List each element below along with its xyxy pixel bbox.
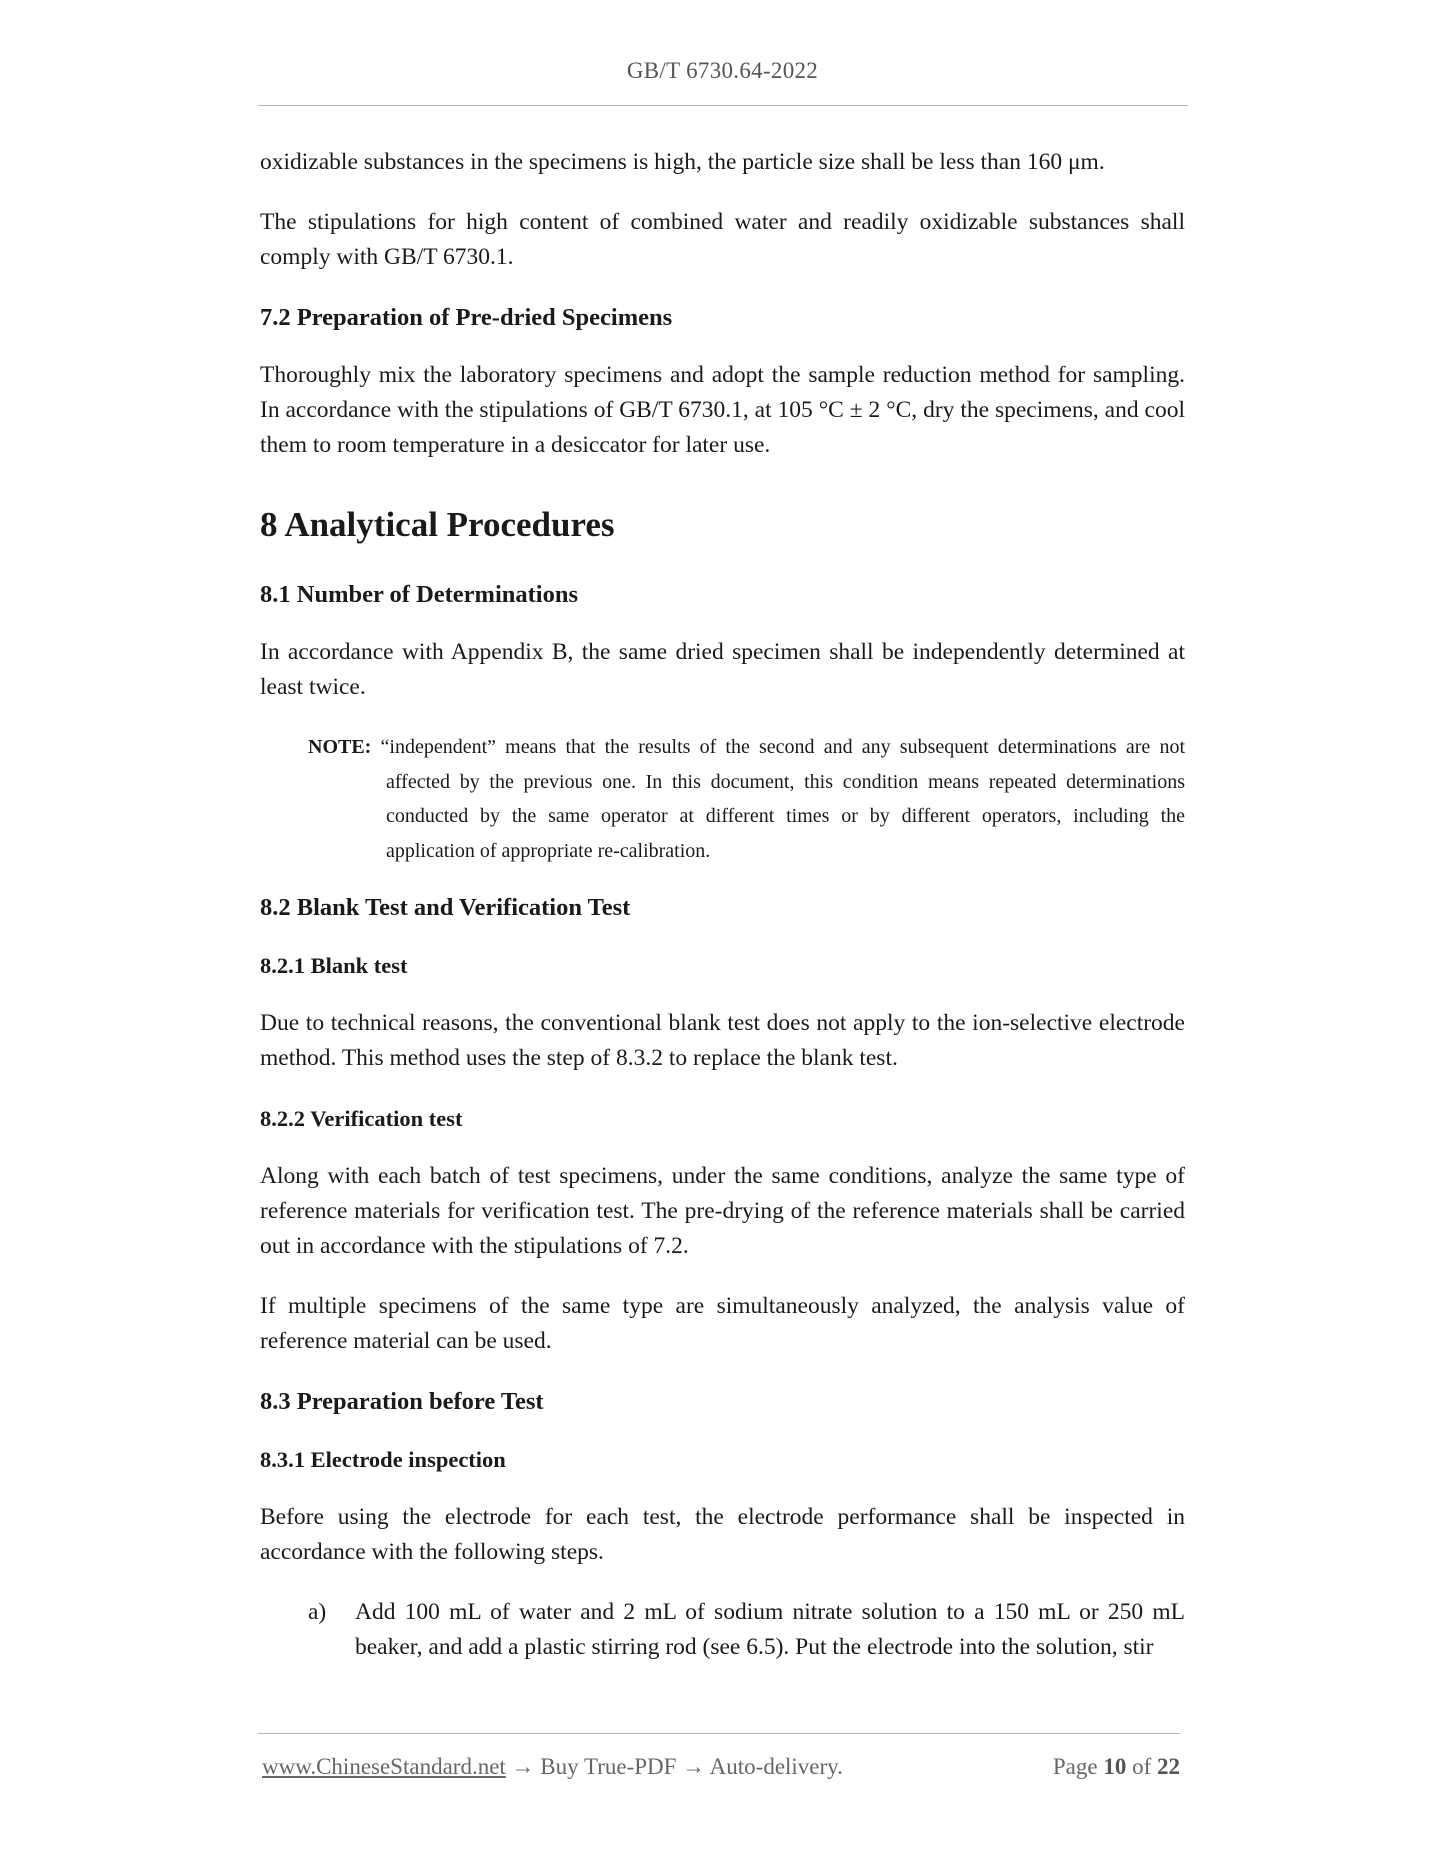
page-label: Page bbox=[1052, 1754, 1098, 1779]
paragraph: Along with each batch of test specimens, under the same conditions, analyze the same type of reference materials for verification test. The pre-drying of the reference materials shall be carried out in accordance with the stipulations of 7.2. bbox=[260, 1163, 1185, 1259]
paragraph: The stipulations for high content of combined water and readily oxidizable substances shall comply with GB/T 6730.1. bbox=[260, 209, 1185, 270]
list-item bbox=[308, 1595, 1185, 1665]
paragraph: Before using the electrode for each test, the electrode performance shall be inspected in accordance with the following steps. bbox=[260, 1504, 1185, 1565]
heading-8-2: 8.2 Blank Test and Verification Test bbox=[260, 894, 631, 921]
paragraph: Thoroughly mix the laboratory specimens and adopt the sample reduction method for sampling. In accordance with the stipulations of GB/T 6730.1, at 105 °C ± 2 °C, dry the specimens, and cool them to room temperature in a desiccator for later use. bbox=[260, 362, 1185, 458]
heading-8: 8 Analytical Procedures bbox=[260, 505, 615, 544]
total-page-number: 22 bbox=[1157, 1754, 1180, 1779]
website-link[interactable]: www.ChineseStandard.net bbox=[262, 1754, 506, 1779]
note-text: “independent” means that the results of the second and any subsequent determinations are not affected by the previous one. In this document, this condition means repeated determinations conducted by the same operator at different times or by different operators, including the application of appropriate re-calibration. bbox=[380, 736, 1185, 862]
heading-8-3: 8.3 Preparation before Test bbox=[260, 1388, 544, 1415]
footer-promo bbox=[262, 1754, 843, 1780]
paragraph: oxidizable substances in the specimens is high, the particle size shall be less than 160 μm. bbox=[260, 149, 1105, 175]
paragraph: If multiple specimens of the same type are simultaneously analyzed, the analysis value of reference material can be used. bbox=[260, 1293, 1185, 1354]
note-label: NOTE: bbox=[308, 736, 372, 758]
heading-8-1: 8.1 Number of Determinations bbox=[260, 581, 579, 608]
heading-7-2: 7.2 Preparation of Pre-dried Specimens bbox=[260, 304, 673, 331]
heading-8-2-2: 8.2.2 Verification test bbox=[260, 1106, 463, 1131]
page-footer bbox=[262, 1754, 1180, 1780]
heading-8-2-1: 8.2.1 Blank test bbox=[260, 953, 408, 978]
list-marker: a) bbox=[308, 1599, 327, 1625]
page-indicator bbox=[1053, 1754, 1180, 1780]
header-divider bbox=[258, 105, 1188, 106]
heading-8-3-1: 8.3.1 Electrode inspection bbox=[260, 1447, 506, 1472]
footer-divider bbox=[258, 1733, 1180, 1734]
document-header-title: GB/T 6730.64-2022 bbox=[626, 58, 819, 83]
list-item-text: Add 100 mL of water and 2 mL of sodium nitrate solution to a 150 mL or 250 mL beaker, and add a plastic stirring rod (see 6.5). Put the electrode into the solution, stir bbox=[355, 1599, 1185, 1660]
page-of-label: of bbox=[1132, 1754, 1152, 1779]
footer-promo-text: → Buy True-PDF → Auto-delivery. bbox=[505, 1754, 843, 1779]
document-body bbox=[260, 145, 1185, 1665]
current-page-number: 10 bbox=[1103, 1754, 1127, 1779]
note-block bbox=[308, 730, 1185, 868]
paragraph: Due to technical reasons, the conventional blank test does not apply to the ion-selective electrode method. This method uses the step of 8.3.2 to replace the blank test. bbox=[260, 1010, 1185, 1071]
paragraph: In accordance with Appendix B, the same dried specimen shall be independently determined at least twice. bbox=[260, 639, 1185, 700]
